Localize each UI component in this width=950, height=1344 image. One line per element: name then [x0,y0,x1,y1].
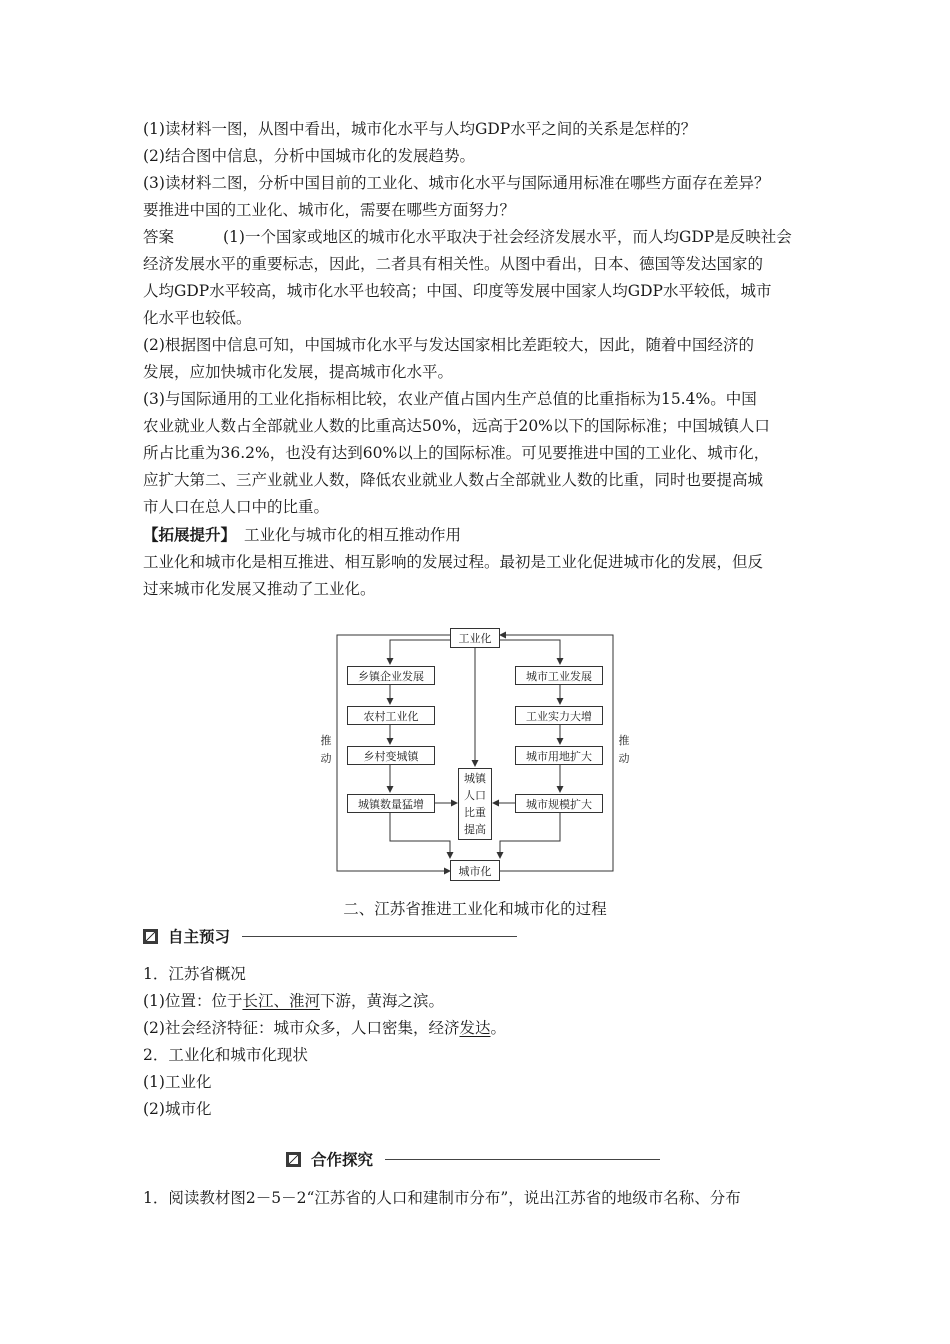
box-urban-population-share [458,768,492,840]
question-block [143,116,815,603]
item-1-location [143,988,815,1015]
box-township-enterprise: 乡镇企业发展 [347,666,435,685]
question-1: (1)读材料一图，从图中看出，城市化水平与人均GDP水平之间的关系是怎样的？ [143,120,697,138]
self-study-heading-text: 自主预习 [168,928,231,946]
socioeconomic-suffix: 。 [490,1019,506,1037]
answer-1-line-2: 经济发展水平的重要标志，因此，二者具有相关性。从图中看出，日本、德国等发达国家的 [143,255,764,273]
answer-2-line-2: 发展，应加快城市化发展，提高城市化水平。 [143,363,454,381]
item-2: 2．工业化和城市化现状 [143,1046,308,1064]
socioeconomic-answer: 发达 [459,1019,491,1037]
cooperation-question-1: 1．阅读教材图2－5－2“江苏省的人口和建制市分布”，说出江苏省的地级市名称、分布 [143,1189,741,1207]
self-study-rule [242,936,517,937]
location-prefix: (1)位置：位于 [143,992,243,1010]
side-left-char-2: 动 [320,752,332,765]
box-industrial-strength: 工业实力大增 [515,706,603,725]
cooperation-rule [385,1159,660,1160]
answer-3-line-1: (3)与国际通用的工业化指标相比较，农业产值占国内生产总值的比重指标为15.4%。中国 [143,390,757,408]
answer-3-line-3: 所占比重为36.2%，也没有达到60%以上的国际标准。可见要推进中国的工业化、城市化， [143,444,770,462]
center-text-1: 城镇 [464,772,486,785]
extension-title: 工业化与城市化的相互推动作用 [244,526,462,544]
section-marker-icon [286,1152,301,1167]
box-urban-scale: 城市规模扩大 [515,794,603,813]
extension-paragraph-line-1: 工业化和城市化是相互推进、相互影响的发展过程。最初是工业化促进城市化的发展，但反 [143,553,764,571]
side-label-right [617,732,631,768]
question-3b: 要推进中国的工业化、城市化，需要在哪些方面努力？ [143,201,516,219]
answer-1-text: (1)一个国家或地区的城市化水平取决于社会经济发展水平，而人均GDP是反映社会 [223,228,792,246]
cooperation-heading [286,1148,660,1170]
cooperation-heading-text: 合作探究 [311,1151,374,1169]
box-village-to-town: 乡村变城镇 [347,746,435,765]
item-1: 1．江苏省概况 [143,965,246,983]
center-text-2: 人口 [464,789,486,802]
answer-3-line-5: 市人口在总人口中的比重。 [143,498,330,516]
section-2-title: 二、江苏省推进工业化和城市化的过程 [343,900,607,918]
box-urban-land: 城市用地扩大 [515,746,603,765]
side-right-char-1: 推 [618,734,630,747]
question-2: (2)结合图中信息，分析中国城市化的发展趋势。 [143,147,475,165]
answer-3-line-2: 农业就业人数占全部就业人数的比重高达50%，远高于20%以下的国际标准；中国城镇人口 [143,417,770,435]
box-urbanization: 城市化 [450,860,500,881]
side-label-left [319,732,333,768]
section-marker-icon [143,929,158,944]
question-3a: (3)读材料二图，分析中国目前的工业化、城市化水平与国际通用标准在哪些方面存在差异？ [143,174,770,192]
box-rural-industrialization: 农村工业化 [347,706,435,725]
box-industrialization: 工业化 [450,628,500,648]
cooperation-content [143,1185,843,1212]
box-town-count-surge: 城镇数量猛增 [347,794,435,813]
extension-heading [143,521,815,549]
answer-1-line-4: 化水平也较低。 [143,309,252,327]
item-2-urbanization: (2)城市化 [143,1100,212,1118]
answer-label: 答案 [143,228,175,246]
item-2-industrialization: (1)工业化 [143,1073,212,1091]
item-1-socioeconomic [143,1015,815,1042]
socioeconomic-prefix: (2)社会经济特征：城市众多，人口密集，经济 [143,1019,460,1037]
self-study-heading [143,925,517,947]
location-answer: 长江、淮河 [242,992,320,1010]
center-text-3: 比重 [464,806,486,819]
box-urban-industry: 城市工业发展 [515,666,603,685]
location-suffix: 下游，黄海之滨。 [319,992,444,1010]
answer-2-line-1: (2)根据图中信息可知，中国城市化水平与发达国家相比差距较大，因此，随着中国经济的 [143,336,754,354]
side-left-char-1: 推 [320,734,332,747]
answer-1-line-1 [143,224,815,251]
extension-paragraph-line-2: 过来城市化发展又推动了工业化。 [143,580,376,598]
self-study-content [143,961,815,1123]
answer-1-line-3: 人均GDP水平较高，城市化水平也较高；中国、印度等发展中国家人均GDP水平较低，城市 [143,282,772,300]
side-right-char-2: 动 [618,752,630,765]
extension-tag: 【拓展提升】 [143,525,237,544]
center-text-4: 提高 [464,823,486,836]
answer-3-line-4: 应扩大第二、三产业就业人数，降低农业就业人数占全部就业人数的比重，同时也要提高城 [143,471,764,489]
industrialization-urbanization-diagram [320,626,630,888]
